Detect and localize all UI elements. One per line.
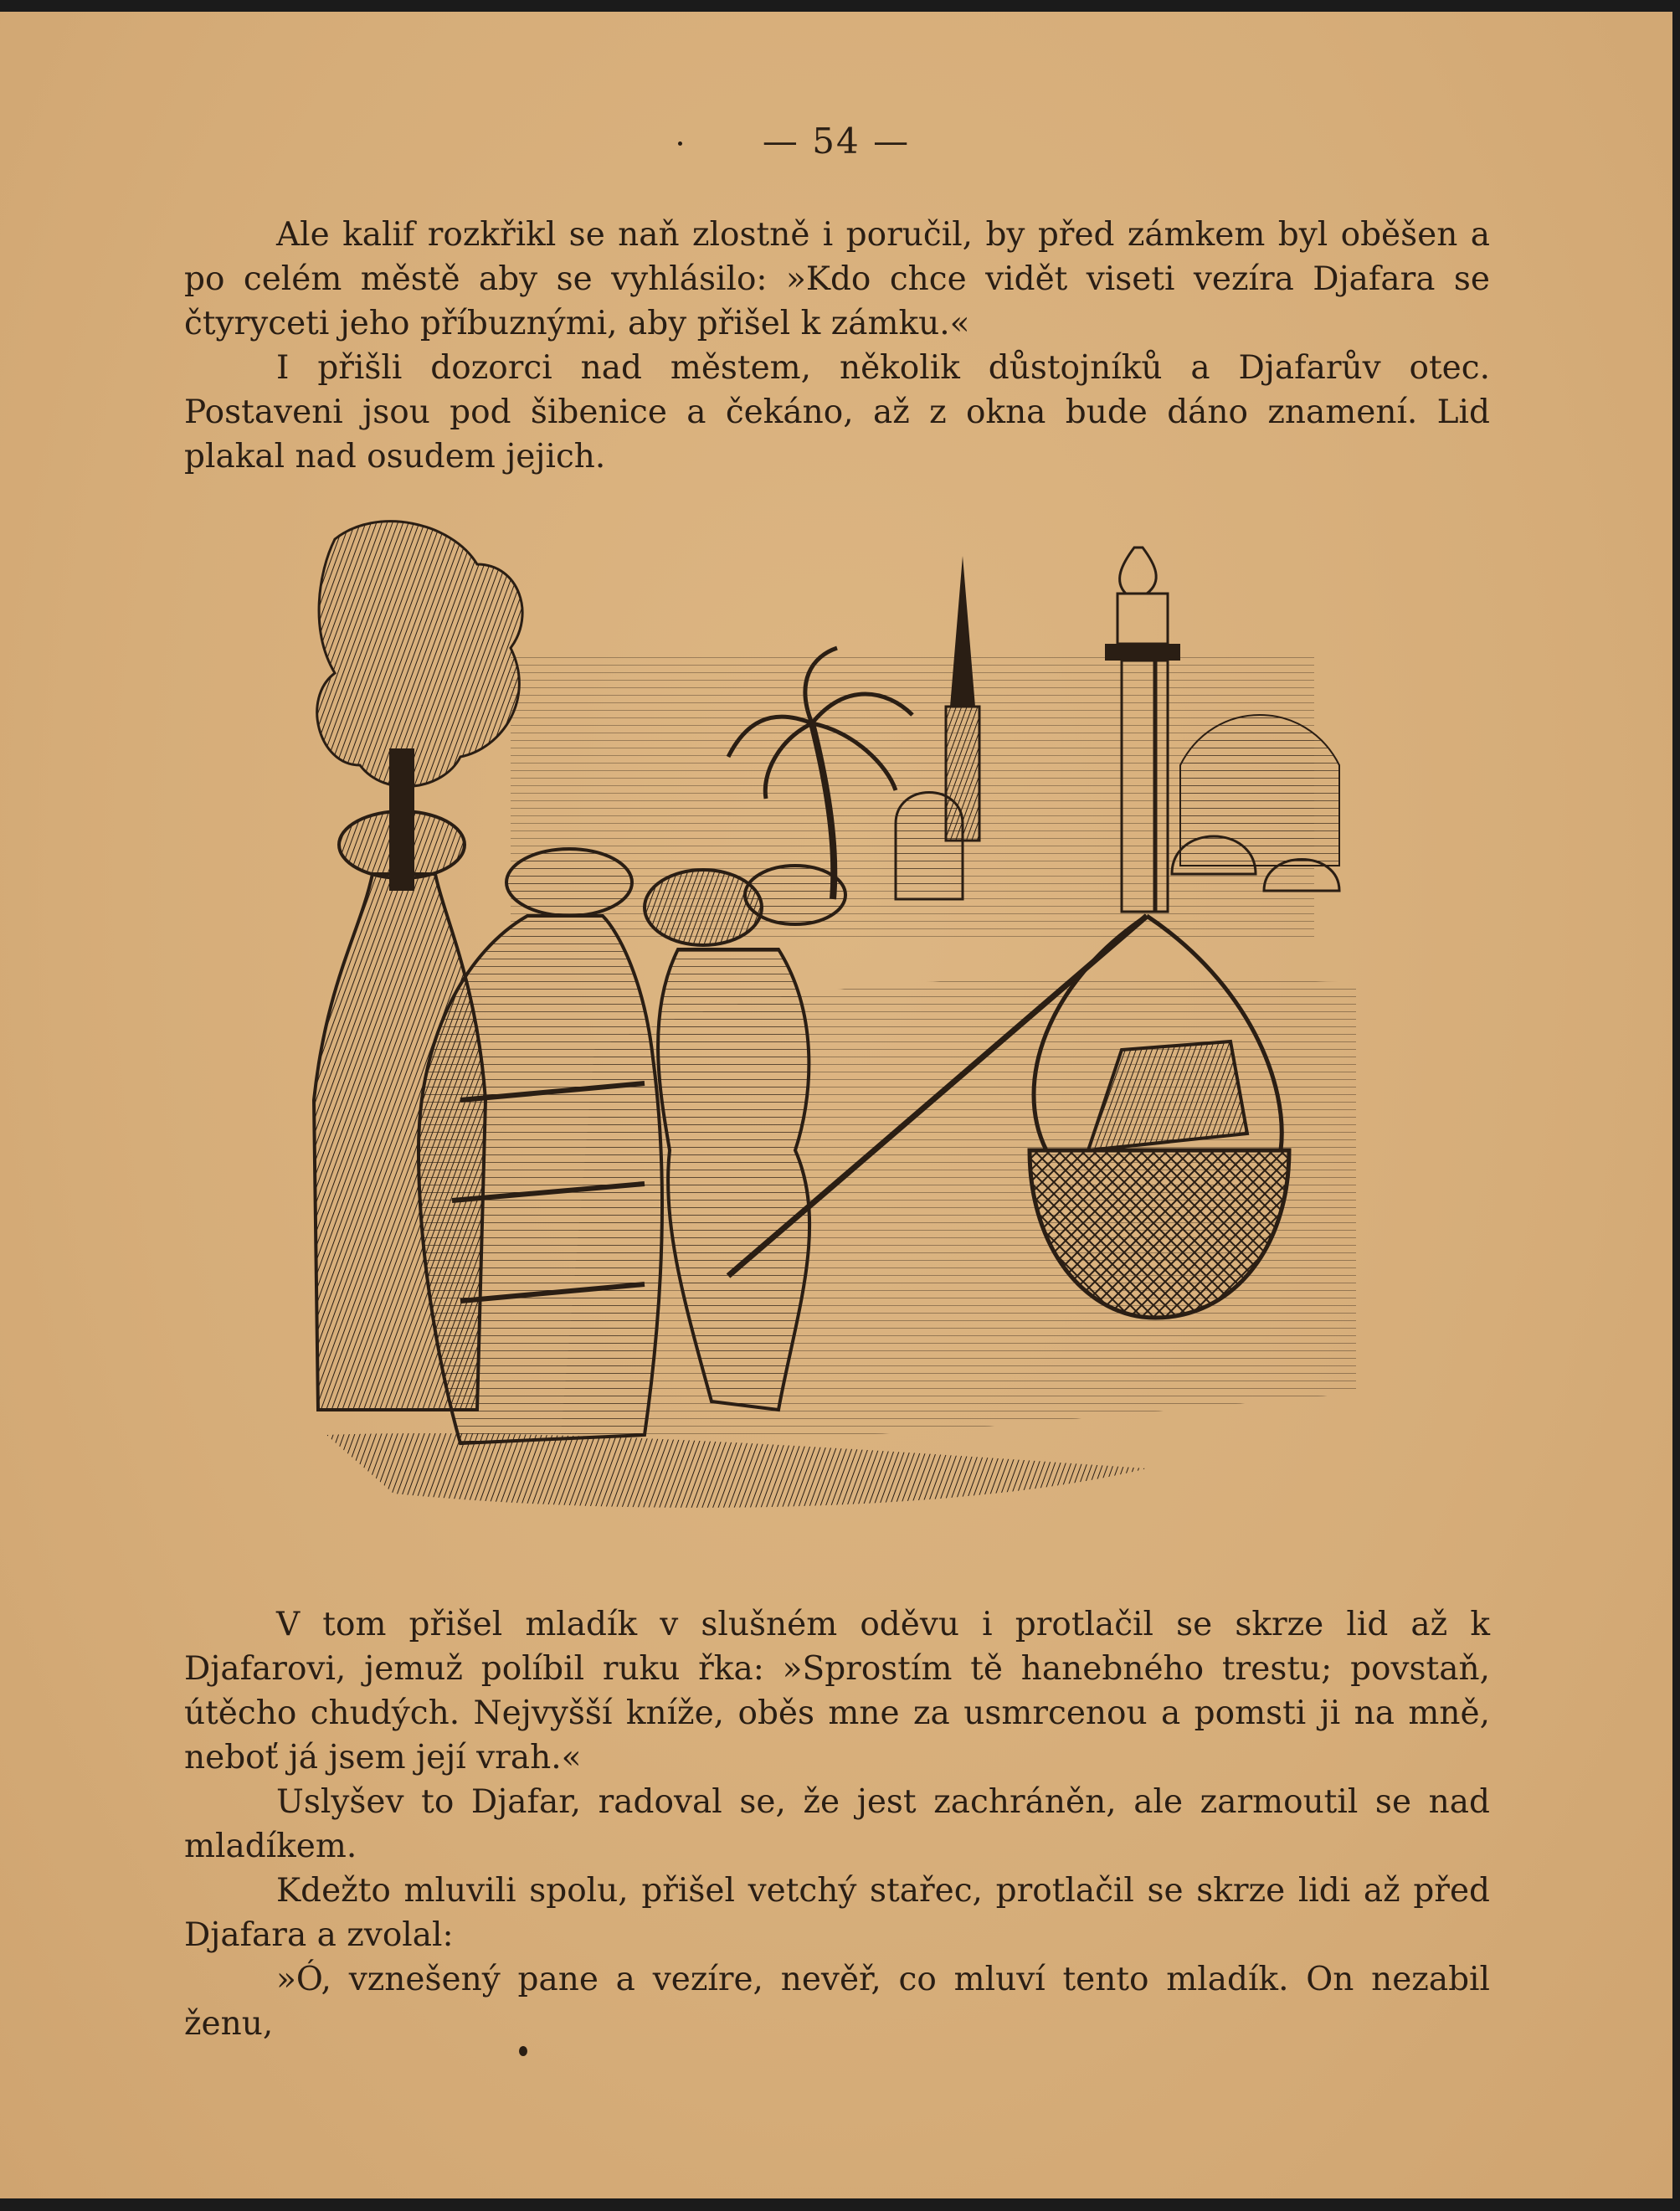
paragraph: Uslyšev to Djafar, radoval se, že jest zachráněn, ale zarmoutil se nad mladíkem. <box>184 1783 1490 1865</box>
text-block-top <box>184 213 1490 479</box>
engraving-svg <box>310 514 1373 1577</box>
paragraph: Kdežto mluvili spolu, přišel vetchý stařec, protlačil se skrze lidi až před Djafara a zvolal: <box>184 1872 1490 1954</box>
page-number: — 54 — <box>762 121 911 162</box>
text-block-bottom <box>184 1602 1490 2046</box>
paragraph: I přišli dozorci nad městem, několik důstojníků a Djafarův otec. Postaveni jsou pod šibenice a čekáno, až z okna bude dáno znamení. Lid plakal nad osudem jejich. <box>184 349 1490 476</box>
paragraph: »Ó, vznešený pane a vezíre, nevěř, co mluví tento mladík. On nezabil ženu, <box>184 1961 1490 2043</box>
engraving-illustration <box>310 514 1373 1577</box>
paragraph: Ale kalif rozkřikl se naň zlostně i poručil, by před zámkem byl oběšen a po celém městě aby se vyhlásilo: »Kdo chce vidět viseti vezíra Djafara se čtyryceti jeho příbuznými, aby přišel k zámku.« <box>184 216 1490 342</box>
book-page <box>0 12 1672 2198</box>
ground <box>326 1433 1147 1508</box>
ink-speck <box>519 2046 527 2056</box>
ink-speck <box>678 141 682 146</box>
paragraph: V tom přišel mladík v slušném oděvu i protlačil se skrze lid až k Djafarovi, jemuž políbil ruku řka: »Sprostím tě hanebného trestu; povstaň, útěcho chudých. Nejvyšší kníže, oběs mne za usmrcenou a pomsti ji na mně, neboť já jsem její vrah.« <box>184 1606 1490 1777</box>
